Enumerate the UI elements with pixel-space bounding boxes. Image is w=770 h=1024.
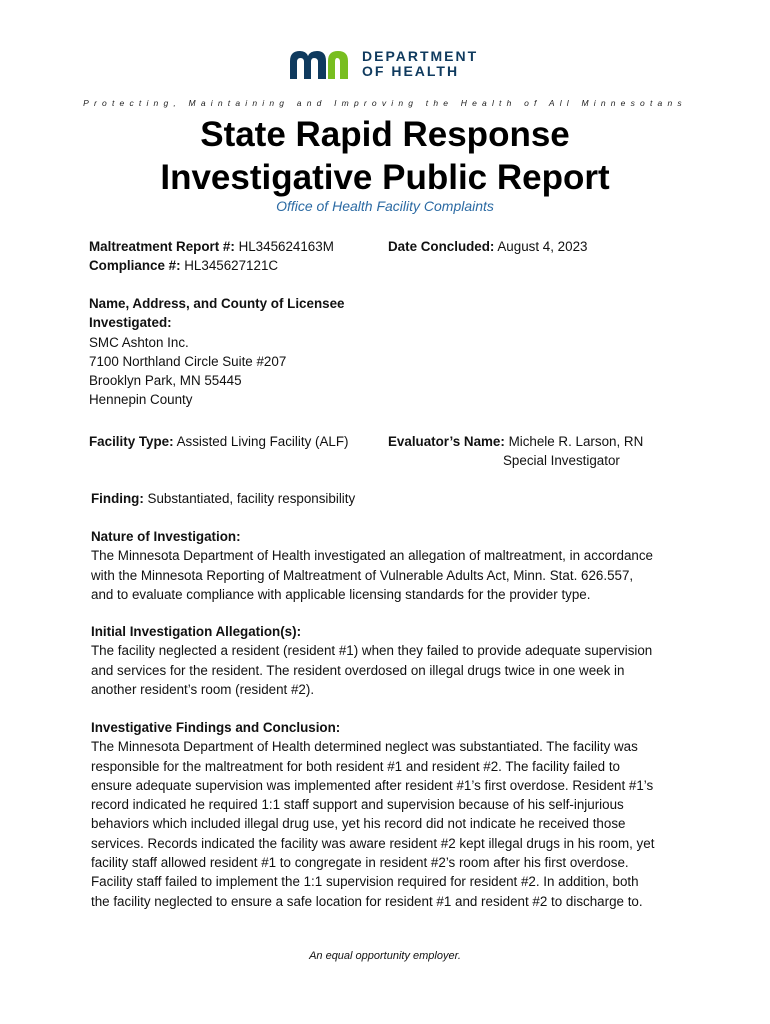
licensee-name: SMC Ashton Inc. <box>89 334 189 350</box>
findings-line: record indicated he required 1:1 staff support and supervision because of his self-injurious <box>91 797 624 813</box>
finding-label: Finding: <box>91 491 144 506</box>
facility-type-value: Assisted Living Facility (ALF) <box>173 434 349 449</box>
footer-text: An equal opportunity employer. <box>309 950 461 962</box>
allegations-line: another resident’s room (resident #2). <box>91 681 315 697</box>
findings-line: behaviors which included illegal drug use, yet his record did not indicate he received those <box>91 816 626 832</box>
licensee-block <box>89 294 344 410</box>
title-line2: Investigative Public Report <box>160 158 610 197</box>
mdh-logo <box>290 47 478 81</box>
licensee-city: Brooklyn Park, MN 55445 <box>89 373 242 389</box>
evaluator-name: Michele R. Larson, RN <box>504 434 644 449</box>
facility-type-label: Facility Type: <box>89 434 174 449</box>
licensee-label-line1: Name, Address, and County of Licensee <box>89 296 345 311</box>
allegations-line: The facility neglected a resident (resident #1) when they failed to provide adequate supervision <box>91 643 653 659</box>
nature-line: with the Minnesota Reporting of Maltreatment of Vulnerable Adults Act, Minn. Stat. 626.557, <box>91 567 634 583</box>
findings-heading: Investigative Findings and Conclusion: <box>91 720 341 735</box>
compliance-label: Compliance #: <box>89 258 181 274</box>
findings-line: facility staff allowed resident #1 to congregate in resident #2’s room after his first overdose. <box>91 855 629 871</box>
logo-text-line2: OF HEALTH <box>362 63 460 79</box>
licensee-label-line2: Investigated: <box>89 315 172 331</box>
compliance-row <box>89 256 334 275</box>
evaluator-title: Special Investigator <box>503 453 620 469</box>
date-concluded-row <box>388 237 587 256</box>
findings-line: The Minnesota Department of Health determined neglect was substantiated. The facility was <box>91 739 638 755</box>
nature-section <box>91 527 653 604</box>
nature-line: The Minnesota Department of Health investigated an allegation of maltreatment, in accordance <box>91 548 653 564</box>
nature-heading: Nature of Investigation: <box>91 529 241 544</box>
licensee-county: Hennepin County <box>89 392 193 408</box>
date-concluded-label: Date Concluded: <box>388 239 495 254</box>
date-concluded-value: August 4, 2023 <box>494 239 588 254</box>
findings-line: Facility staff failed to implement the 1:1 supervision required for resident #2. In addition, both <box>91 874 639 890</box>
mn-logo-icon <box>290 49 354 79</box>
findings-line: the facility neglected to ensure a safe location for resident #1 and resident #2 to discharge to. <box>91 893 643 909</box>
compliance-value: HL345627121C <box>180 258 279 274</box>
title-line1: State Rapid Response <box>200 115 570 154</box>
maltreatment-report-value: HL345624163M <box>234 239 334 254</box>
evaluator-label: Evaluator’s Name: <box>388 434 505 449</box>
maltreatment-report-label: Maltreatment Report #: <box>89 239 235 254</box>
report-numbers <box>89 237 334 276</box>
findings-line: services. Records indicated the facility was aware resident #2 kept illegal drugs in his room, yet <box>91 835 655 851</box>
allegations-heading: Initial Investigation Allegation(s): <box>91 624 302 639</box>
page-subtitle: Office of Health Facility Complaints <box>276 198 494 214</box>
allegations-line: and services for the resident. The resident overdosed on illegal drugs twice in one week in <box>91 662 625 678</box>
evaluator-block <box>388 432 643 471</box>
findings-line: ensure adequate supervision was implemented after resident #1’s first overdose. Resident #1’s <box>91 777 654 793</box>
findings-line: responsible for the maltreatment for both resident #1 and resident #2. The facility failed to <box>91 758 620 774</box>
maltreatment-report-row <box>89 237 334 256</box>
finding-row <box>91 489 355 508</box>
findings-section <box>91 718 654 911</box>
facility-type-row <box>89 432 348 451</box>
logo-text-line1: DEPARTMENT <box>362 48 479 64</box>
tagline: Protecting, Maintaining and Improving the Health of All Minnesotans <box>83 98 687 108</box>
finding-value: Substantiated, facility responsibility <box>143 491 356 506</box>
allegations-section <box>91 622 652 699</box>
licensee-street: 7100 Northland Circle Suite #207 <box>89 353 287 369</box>
nature-line: and to evaluate compliance with applicable licensing standards for the provider type. <box>91 586 591 602</box>
page-title <box>0 113 770 199</box>
